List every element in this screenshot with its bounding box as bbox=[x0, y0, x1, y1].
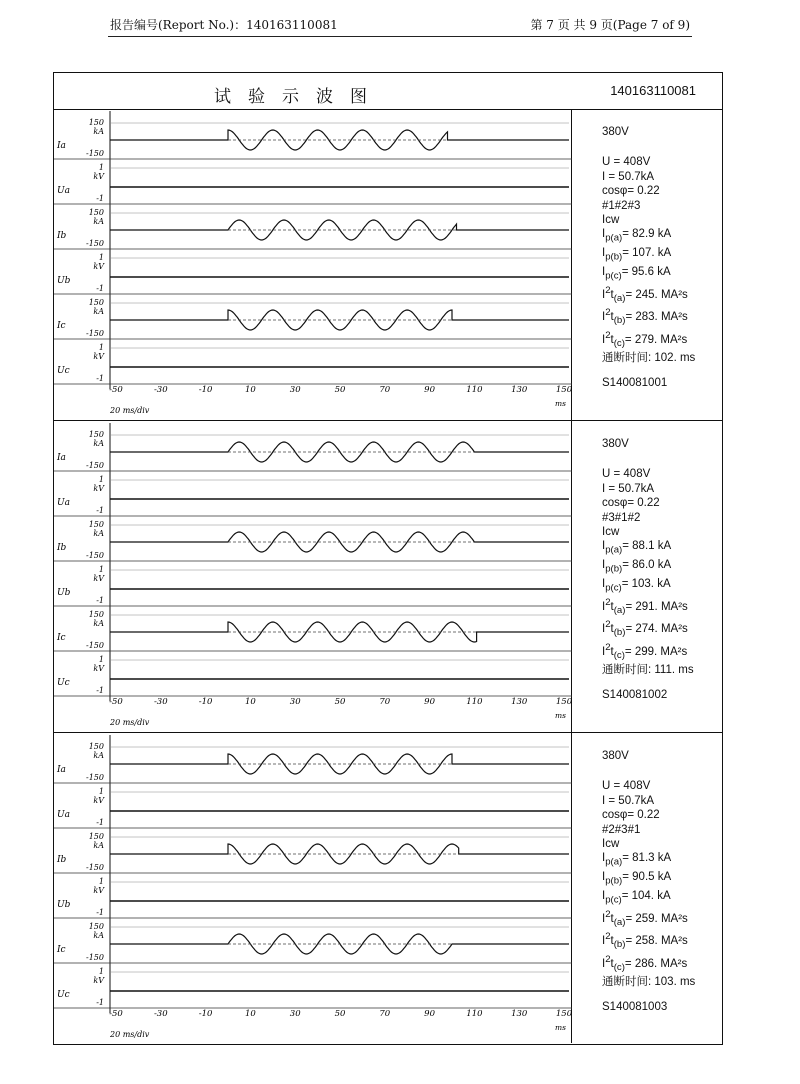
voltage-class: 380V bbox=[602, 438, 629, 450]
channel-top-label: 1 bbox=[98, 655, 104, 664]
channel-top-label: 1 bbox=[98, 475, 104, 484]
x-tick-label: -30 bbox=[153, 385, 168, 395]
channel-unit-label: kA bbox=[93, 439, 104, 448]
channel-bottom-label: -150 bbox=[86, 239, 104, 248]
channel-unit-label: kV bbox=[93, 886, 104, 895]
x-tick-label: 50 bbox=[334, 385, 346, 395]
i2t-a: $I^2t_{(a)}= 291$. MA²s bbox=[602, 596, 688, 616]
x-tick-label: 90 bbox=[424, 1009, 436, 1019]
i2t-b: $I^2t_{(b)}= 283$. MA²s bbox=[602, 307, 688, 327]
page-number: 第 7 页 共 9 页(Page 7 of 9) bbox=[530, 18, 690, 32]
i2t-b: $I^2t_{(b)}= 274$. MA²s bbox=[602, 619, 688, 639]
channel-unit-label: kA bbox=[93, 619, 104, 628]
channel-bottom-label: -150 bbox=[86, 551, 104, 560]
channel-name-label: Ua bbox=[57, 810, 70, 820]
x-tick-label: 150 bbox=[555, 1009, 572, 1019]
peak-c: $I_{p(c)}= 103$. kA bbox=[602, 577, 671, 594]
x-tick-label: 50 bbox=[334, 1009, 346, 1019]
channel-name-label: Ib bbox=[57, 855, 67, 865]
channel-bottom-label: -150 bbox=[86, 461, 104, 470]
x-tick-label: 150 bbox=[555, 385, 572, 395]
channel-bottom-label: -1 bbox=[96, 998, 104, 1007]
plot-area bbox=[54, 109, 572, 420]
channel-bottom-label: -150 bbox=[86, 329, 104, 338]
channel-bottom-label: -150 bbox=[86, 149, 104, 158]
channel-top-label: 1 bbox=[98, 253, 104, 262]
test-info bbox=[602, 437, 720, 702]
oscillogram-panel-3 bbox=[54, 733, 722, 1043]
oscillogram-svg bbox=[54, 733, 572, 1043]
channel-name-label: Ua bbox=[57, 498, 70, 508]
channel-top-label: 1 bbox=[98, 343, 104, 352]
channel-unit-label: kA bbox=[93, 127, 104, 136]
oscillogram-panel-2 bbox=[54, 421, 722, 733]
serial-number: S140081001 bbox=[602, 376, 668, 389]
channel-top-label: 150 bbox=[88, 520, 104, 529]
time-division-label: 20 ms/div bbox=[110, 1030, 150, 1039]
channel-top-label: 150 bbox=[88, 922, 104, 931]
channel-bottom-label: -150 bbox=[86, 863, 104, 872]
peak-a: $I_{p(a)}= 81.3$ kA bbox=[602, 852, 672, 868]
oscillogram-frame bbox=[53, 72, 723, 1045]
x-tick-label: 150 bbox=[555, 697, 572, 707]
break-time: 通断时间: 103. ms bbox=[602, 976, 696, 989]
voltage-class: 380V bbox=[602, 126, 629, 138]
plot-area bbox=[54, 421, 572, 732]
channel-name-label: Ub bbox=[57, 588, 71, 598]
x-tick-label: 90 bbox=[424, 697, 436, 707]
channel-unit-label: kA bbox=[93, 529, 104, 538]
x-tick-label: 70 bbox=[379, 385, 391, 395]
x-tick-label: 10 bbox=[244, 1009, 256, 1019]
channel-unit-label: kV bbox=[93, 262, 104, 271]
peak-c: $I_{p(c)}= 104$. kA bbox=[602, 889, 671, 906]
peak-b: $I_{p(b)}= 86.0$ kA bbox=[602, 559, 672, 575]
x-tick-label: 110 bbox=[466, 697, 483, 707]
test-type: Icw bbox=[602, 838, 620, 851]
x-tick-label: 30 bbox=[289, 1009, 301, 1019]
channel-name-label: Ia bbox=[57, 453, 66, 463]
title-code: 140163110081 bbox=[610, 83, 696, 98]
x-tick-label: -50 bbox=[109, 697, 123, 707]
header-rule bbox=[108, 36, 692, 37]
voltage-value: U = 408V bbox=[602, 156, 651, 169]
test-info bbox=[602, 125, 720, 390]
channel-top-label: 150 bbox=[88, 118, 104, 127]
time-division-label: 20 ms/div bbox=[110, 406, 150, 415]
channel-name-label: Ib bbox=[57, 543, 67, 553]
voltage-class: 380V bbox=[602, 750, 629, 762]
x-tick-label: 90 bbox=[424, 385, 436, 395]
test-type: Icw bbox=[602, 214, 620, 227]
current-value: I = 50.7kA bbox=[602, 170, 655, 183]
channel-name-label: Ib bbox=[57, 231, 67, 241]
channel-name-label: Uc bbox=[57, 990, 70, 1000]
channel-unit-label: kV bbox=[93, 976, 104, 985]
break-time: 通断时间: 102. ms bbox=[602, 352, 696, 365]
channel-bottom-label: -150 bbox=[86, 773, 104, 782]
peak-b: $I_{p(b)}= 107$. kA bbox=[602, 247, 672, 263]
channel-top-label: 1 bbox=[98, 163, 104, 172]
x-tick-label: 10 bbox=[244, 697, 256, 707]
channel-top-label: 150 bbox=[88, 430, 104, 439]
sequence: #2#3#1 bbox=[602, 823, 641, 836]
channel-bottom-label: -150 bbox=[86, 953, 104, 962]
channel-name-label: Ub bbox=[57, 276, 71, 286]
channel-top-label: 150 bbox=[88, 610, 104, 619]
power-factor: cosφ= 0.22 bbox=[602, 497, 660, 510]
peak-c: $I_{p(c)}= 95.6$ kA bbox=[602, 265, 671, 282]
current-value: I = 50.7kA bbox=[602, 482, 655, 495]
x-tick-label: 130 bbox=[511, 385, 528, 395]
x-tick-label: 110 bbox=[466, 1009, 483, 1019]
channel-top-label: 1 bbox=[98, 787, 104, 796]
channel-unit-label: kV bbox=[93, 574, 104, 583]
x-tick-label: -30 bbox=[153, 697, 168, 707]
power-factor: cosφ= 0.22 bbox=[602, 809, 660, 822]
channel-bottom-label: -150 bbox=[86, 641, 104, 650]
peak-a: $I_{p(a)}= 88.1$ kA bbox=[602, 540, 672, 556]
test-type: Icw bbox=[602, 526, 620, 539]
x-unit-label: ms bbox=[555, 1023, 566, 1032]
channel-bottom-label: -1 bbox=[96, 506, 104, 515]
channel-top-label: 150 bbox=[88, 832, 104, 841]
channel-unit-label: kV bbox=[93, 352, 104, 361]
peak-b: $I_{p(b)}= 90.5$ kA bbox=[602, 871, 672, 887]
x-tick-label: 130 bbox=[511, 1009, 528, 1019]
channel-top-label: 150 bbox=[88, 298, 104, 307]
x-unit-label: ms bbox=[555, 399, 566, 408]
plot-area bbox=[54, 733, 572, 1043]
serial-number: S140081002 bbox=[602, 688, 668, 701]
x-tick-label: 130 bbox=[511, 697, 528, 707]
x-tick-label: 70 bbox=[379, 697, 391, 707]
channel-top-label: 150 bbox=[88, 742, 104, 751]
peak-a: $I_{p(a)}= 82.9$ kA bbox=[602, 228, 672, 244]
channel-top-label: 1 bbox=[98, 967, 104, 976]
oscillogram-svg bbox=[54, 109, 572, 421]
x-tick-label: 30 bbox=[289, 697, 301, 707]
channel-name-label: Ia bbox=[57, 141, 66, 151]
channel-bottom-label: -1 bbox=[96, 284, 104, 293]
channel-unit-label: kA bbox=[93, 841, 104, 850]
channel-name-label: Uc bbox=[57, 366, 70, 376]
test-info bbox=[602, 749, 720, 1014]
channel-unit-label: kV bbox=[93, 172, 104, 181]
x-tick-label: -30 bbox=[153, 1009, 168, 1019]
channel-name-label: Ia bbox=[57, 765, 66, 775]
channel-unit-label: kV bbox=[93, 484, 104, 493]
i2t-a: $I^2t_{(a)}= 245$. MA²s bbox=[602, 284, 688, 304]
channel-name-label: Ic bbox=[57, 633, 66, 643]
voltage-value: U = 408V bbox=[602, 780, 651, 793]
channel-unit-label: kV bbox=[93, 664, 104, 673]
sequence: #3#1#2 bbox=[602, 511, 641, 524]
channel-bottom-label: -1 bbox=[96, 818, 104, 827]
power-factor: cosφ= 0.22 bbox=[602, 185, 660, 198]
channel-top-label: 1 bbox=[98, 877, 104, 886]
x-tick-label: -10 bbox=[198, 1009, 213, 1019]
x-tick-label: 50 bbox=[334, 697, 346, 707]
channel-bottom-label: -1 bbox=[96, 596, 104, 605]
channel-name-label: Uc bbox=[57, 678, 70, 688]
i2t-a: $I^2t_{(a)}= 259$. MA²s bbox=[602, 908, 688, 928]
channel-bottom-label: -1 bbox=[96, 374, 104, 383]
sequence: #1#2#3 bbox=[602, 199, 641, 212]
channel-unit-label: kA bbox=[93, 217, 104, 226]
x-tick-label: -10 bbox=[198, 385, 213, 395]
voltage-value: U = 408V bbox=[602, 468, 651, 481]
channel-unit-label: kA bbox=[93, 307, 104, 316]
page-title: 试验示波图 bbox=[214, 87, 384, 107]
i2t-c: $I^2t_{(c)}= 279$. MA²s bbox=[602, 329, 688, 349]
channel-unit-label: kA bbox=[93, 931, 104, 940]
channel-name-label: Ub bbox=[57, 900, 71, 910]
report-number: 报告编号(Report No.)：140163110081 bbox=[110, 18, 338, 32]
x-tick-label: 30 bbox=[289, 385, 301, 395]
channel-unit-label: kA bbox=[93, 751, 104, 760]
time-division-label: 20 ms/div bbox=[110, 718, 150, 727]
channel-bottom-label: -1 bbox=[96, 686, 104, 695]
x-tick-label: -50 bbox=[109, 385, 123, 395]
i2t-b: $I^2t_{(b)}= 258$. MA²s bbox=[602, 931, 688, 951]
channel-bottom-label: -1 bbox=[96, 194, 104, 203]
x-tick-label: 110 bbox=[466, 385, 483, 395]
channel-unit-label: kV bbox=[93, 796, 104, 805]
x-tick-label: -10 bbox=[198, 697, 213, 707]
channel-name-label: Ic bbox=[57, 321, 66, 331]
x-tick-label: 10 bbox=[244, 385, 256, 395]
channel-bottom-label: -1 bbox=[96, 908, 104, 917]
channel-name-label: Ic bbox=[57, 945, 66, 955]
channel-top-label: 1 bbox=[98, 565, 104, 574]
channel-name-label: Ua bbox=[57, 186, 70, 196]
oscillogram-svg bbox=[54, 421, 572, 733]
channel-top-label: 150 bbox=[88, 208, 104, 217]
i2t-c: $I^2t_{(c)}= 299$. MA²s bbox=[602, 641, 688, 661]
x-tick-label: -50 bbox=[109, 1009, 123, 1019]
x-unit-label: ms bbox=[555, 711, 566, 720]
serial-number: S140081003 bbox=[602, 1000, 668, 1013]
current-value: I = 50.7kA bbox=[602, 794, 655, 807]
break-time: 通断时间: 111. ms bbox=[602, 664, 694, 677]
x-tick-label: 70 bbox=[379, 1009, 391, 1019]
i2t-c: $I^2t_{(c)}= 286$. MA²s bbox=[602, 953, 688, 973]
title-row bbox=[54, 73, 722, 110]
oscillogram-panel-1 bbox=[54, 109, 722, 421]
